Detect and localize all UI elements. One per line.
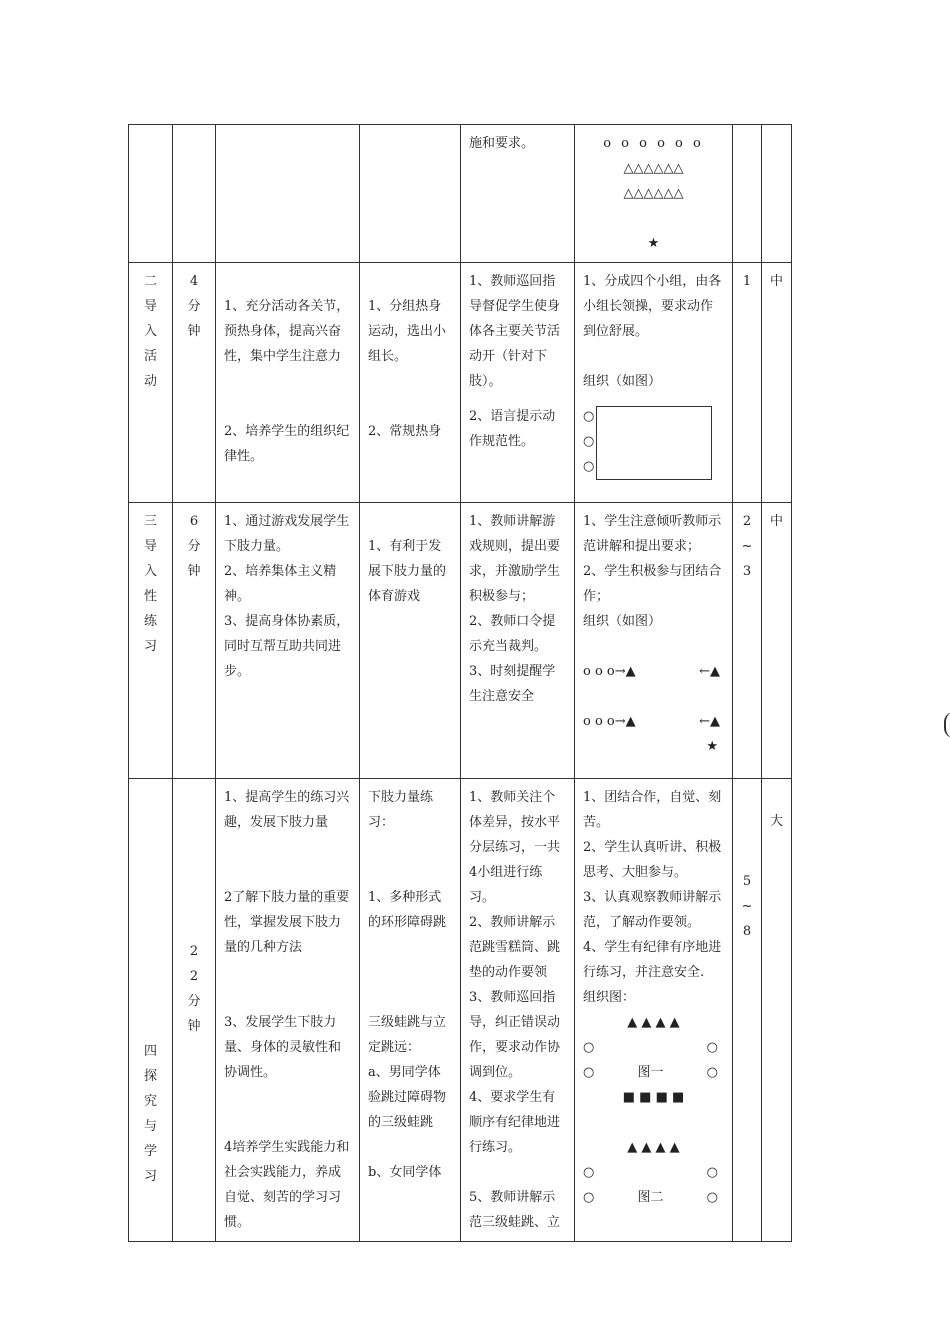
content-cell (360, 503, 461, 779)
count-value: 2~3 (741, 514, 753, 579)
teacher-item: 2、语言提示动作规范性。 (469, 409, 556, 449)
student-item: 3、认真观察教师讲解示范，了解动作要领。 (583, 890, 722, 930)
time-label: 6分钟 (187, 514, 201, 579)
circle-icon: ○ (583, 1165, 595, 1180)
intensity-cell (762, 503, 792, 779)
content-item: 下肢力量练习： (368, 790, 434, 830)
teacher-item: 3、教师巡回指导，纠正错误动作，要求动作协调到位。 (469, 990, 561, 1080)
goals-cell (216, 503, 360, 779)
circle-icon: ○ (706, 1040, 718, 1055)
table-row (129, 125, 792, 263)
count-cell (733, 503, 762, 779)
students-cell (575, 503, 733, 779)
stage-label: 二导入活动 (143, 274, 157, 389)
content-item: 2、常规热身 (368, 424, 442, 439)
teacher-item: 2、教师讲解示范跳雪糕筒、跳垫的动作要领 (469, 915, 561, 980)
content-cell (360, 779, 461, 1242)
teacher-item: 1、教师讲解游戏规则，提出要求，并激励学生积极参与； (469, 514, 561, 604)
goal-item: 1、提高学生的练习兴趣，发展下肢力量 (224, 790, 350, 830)
figure-label: 图二 (637, 1190, 664, 1205)
goals-cell (216, 263, 360, 503)
goal-item: 2了解下肢力量的重要性，掌握发展下肢力量的几种方法 (224, 890, 350, 955)
content-cell (360, 263, 461, 503)
goal-item: 3、提高身体协素质，同时互帮互助共同进步。 (224, 614, 350, 679)
figure-row (583, 1060, 724, 1085)
intensity-value: 中 (770, 274, 784, 289)
circle-icon: ○ (706, 1165, 718, 1180)
teacher-text: 施和要求。 (469, 136, 535, 151)
stage-cell (129, 503, 173, 779)
content-item: 三级蛙跳与立定跳远： (368, 1015, 447, 1055)
cone-triangles: ▲ ▲ ▲ ▲ (627, 1015, 680, 1030)
table-row (129, 503, 792, 779)
intensity-value: 中 (770, 514, 784, 529)
table-row (129, 779, 792, 1242)
time-cell (173, 779, 216, 1242)
teacher-cell (461, 503, 575, 779)
stage-cell (129, 779, 173, 1242)
content-item: a、男同学体验跳过障碍物的三级蛙跳 (368, 1065, 447, 1130)
goal-item: 3、发展学生下肢力量、身体的灵敏性和协调性。 (224, 1015, 342, 1080)
count-cell (733, 779, 762, 1242)
time-cell (173, 125, 216, 263)
figure-row (583, 1185, 724, 1210)
content-item: 1、分组热身运动，选出小组长。 (368, 299, 447, 364)
teacher-cell (461, 125, 575, 263)
formation-cell (575, 125, 733, 263)
side-circles (583, 1035, 724, 1060)
students-cell (575, 263, 733, 503)
formation-triangles: △△△△△△ (623, 161, 684, 176)
intensity-cell (762, 779, 792, 1242)
goal-item: 1、充分活动各关节，预热身体，提高兴奋性，集中学生注意力 (224, 299, 350, 364)
relay-line (583, 709, 724, 734)
lesson-plan-table (128, 124, 792, 1242)
teacher-star-icon: ★ (706, 739, 718, 754)
intensity-cell (762, 125, 792, 263)
cone-triangles: ▲ ▲ ▲ ▲ (627, 1140, 680, 1155)
student-item: 组织图： (583, 990, 636, 1005)
count-cell (733, 125, 762, 263)
relay-right: ←▲ (699, 714, 720, 729)
content-item: 1、有利于发展下肢力量的体育游戏 (368, 539, 447, 604)
circle-icon: ○ (706, 1065, 718, 1080)
page-edge-bracket (944, 712, 950, 738)
relay-right: ←▲ (699, 664, 720, 679)
teacher-item: 3、时刻提醒学生注意安全 (469, 664, 556, 704)
teacher-cell (461, 263, 575, 503)
student-item: 1、分成四个小组，由各小组长领操，要求动作到位舒展。 (583, 274, 722, 339)
teacher-cell (461, 779, 575, 1242)
student-item: 组织（如图） (583, 614, 662, 629)
time-cell (173, 503, 216, 779)
formation-triangles: △△△△△△ (623, 186, 684, 201)
count-value: 5~8 (741, 874, 753, 939)
goal-item: 4培养学生实践能力和社会实践能力，养成自觉、刻苦的学习习惯。 (224, 1140, 350, 1230)
circle-icon: ○ (583, 1065, 595, 1080)
side-circles (583, 1160, 724, 1185)
mat-squares: ■ ■ ■ ■ (622, 1090, 685, 1105)
teacher-item: 4、要求学生有顺序有纪律地进行练习。 (469, 1090, 561, 1155)
content-cell (360, 125, 461, 263)
formation-circles: o o o o o o (603, 136, 704, 151)
teacher-item: 5、教师讲解示范三级蛙跳、立 (469, 1190, 561, 1230)
stage-label: 四探究与学习 (143, 1044, 157, 1184)
students-cell (575, 779, 733, 1242)
stage-cell (129, 263, 173, 503)
relay-left: o o o→▲ (583, 664, 636, 679)
table-row (129, 263, 792, 503)
teacher-item: 2、教师口令提示充当裁判。 (469, 614, 556, 654)
time-cell (173, 263, 216, 503)
teacher-item: 1、教师巡回指导督促学生使身体各主要关节活动开（针对下肢）。 (469, 274, 561, 389)
goals-cell (216, 125, 360, 263)
time-label: 22分钟 (187, 944, 201, 1034)
figure-label: 图一 (637, 1065, 664, 1080)
stage-label: 三导入性练习 (143, 514, 157, 654)
student-item: 组织（如图） (583, 374, 662, 389)
teacher-item: 1、教师关注个体差异，按水平分层练习，一共4小组进行练习。 (469, 790, 561, 905)
circle-icon: ○ (583, 409, 595, 424)
student-item: 1、学生注意倾听教师示范讲解和提出要求； (583, 514, 722, 554)
stage-cell (129, 125, 173, 263)
teacher-star-icon: ★ (647, 236, 660, 251)
relay-left: o o o→▲ (583, 714, 636, 729)
circle-icon: ○ (583, 1040, 595, 1055)
student-item: 2、学生积极参与团结合作； (583, 564, 722, 604)
intensity-cell (762, 263, 792, 503)
student-item: 2、学生认真听讲、积极思考、大胆参与。 (583, 840, 722, 880)
goal-item: 1、通过游戏发展学生下肢力量。 (224, 514, 350, 554)
student-item: 1、团结合作，自觉、刻苦。 (583, 790, 722, 830)
count-cell (733, 263, 762, 503)
organization-diagram (583, 402, 724, 480)
relay-line (583, 659, 724, 684)
count-value: 1 (742, 274, 752, 289)
intensity-value: 大 (770, 814, 784, 829)
field-rectangle (596, 406, 712, 480)
circle-icon: ○ (583, 459, 595, 474)
circle-icon: ○ (706, 1190, 718, 1205)
content-item: b、女同学体 (368, 1165, 442, 1180)
goal-item: 2、培养学生的组织纪律性。 (224, 424, 350, 464)
circle-icon: ○ (583, 1190, 595, 1205)
goals-cell (216, 779, 360, 1242)
goal-item: 2、培养集体主义精神。 (224, 564, 337, 604)
circle-icon: ○ (583, 434, 595, 449)
content-item: 1、多种形式的环形障碍跳 (368, 890, 447, 930)
time-label: 4分钟 (187, 274, 201, 339)
student-item: 4、学生有纪律有序地进行练习，并注意安全. (583, 940, 722, 980)
